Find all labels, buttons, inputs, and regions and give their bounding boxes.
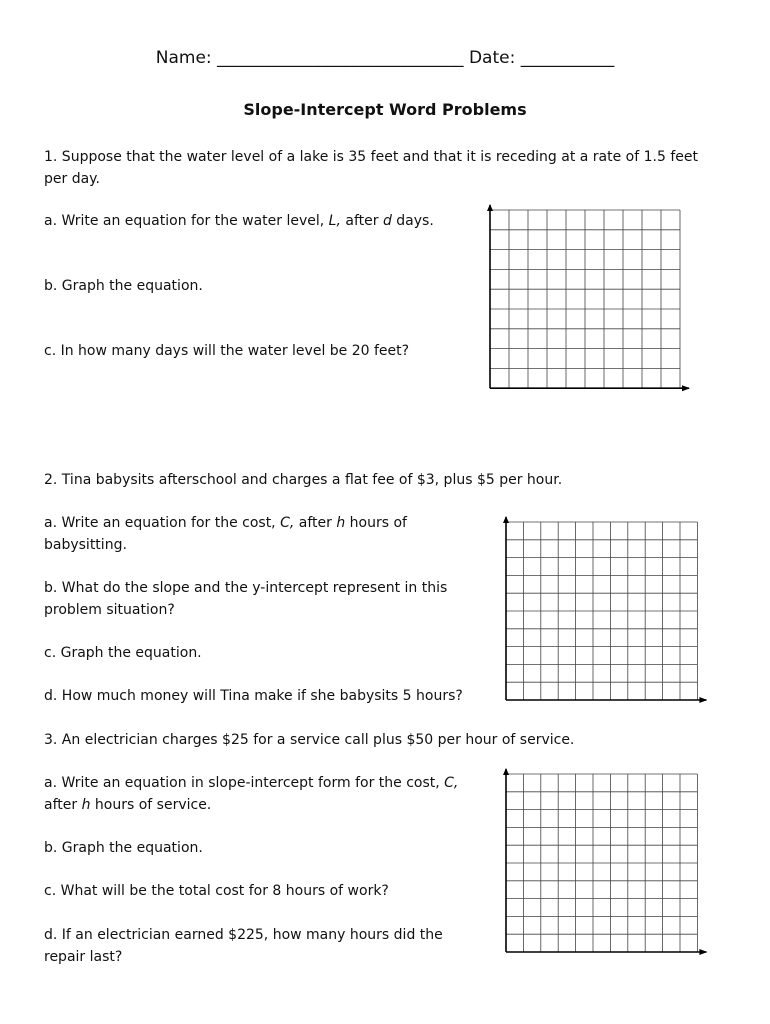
problem-2-prompt: 2. Tina babysits afterschool and charges a flat fee of $3, plus $5 per hour.: [44, 472, 563, 488]
problem-2-part-a: a. Write an equation for the cost, C, after h hours of babysitting.: [44, 515, 407, 553]
date-blank: ___________: [520, 48, 615, 68]
y-axis-arrow-icon: [487, 204, 493, 211]
name-blank: _____________________________: [217, 48, 464, 68]
problem-2-part-c: c. Graph the equation.: [44, 645, 202, 661]
name-label: Name:: [155, 48, 212, 68]
problem-3-prompt: 3. An electrician charges $25 for a service call plus $50 per hour of service.: [44, 732, 575, 748]
problem-1-part-c: c. In how many days will the water level be 20 feet?: [44, 343, 410, 359]
problem-1-prompt: 1. Suppose that the water level of a lake is 35 feet and that it is receding at a rate of 1.5 feet per day.: [44, 149, 698, 187]
graph-grid-problem-1[interactable]: [484, 204, 690, 394]
graph-grid-problem-3[interactable]: [500, 768, 707, 958]
x-axis-arrow-icon: [699, 697, 707, 703]
header-line: [0, 48, 770, 68]
grid-svg: [500, 768, 707, 958]
problem-2-part-b: b. What do the slope and the y-intercept represent in this problem situation?: [44, 580, 448, 618]
problem-1-part-a: a. Write an equation for the water level, L, after d days.: [44, 213, 434, 229]
problem-1-part-b: b. Graph the equation.: [44, 278, 203, 294]
page-title: Slope-Intercept Word Problems: [243, 100, 527, 119]
problem-2-part-d: d. How much money will Tina make if she babysits 5 hours?: [44, 688, 463, 704]
problem-3-part-d: d. If an electrician earned $225, how many hours did the repair last?: [44, 927, 443, 965]
x-axis-arrow-icon: [699, 949, 707, 955]
grid-svg: [484, 204, 690, 394]
graph-grid-problem-2[interactable]: [500, 516, 707, 706]
y-axis-arrow-icon: [503, 768, 509, 775]
problem-3-part-b: b. Graph the equation.: [44, 840, 203, 856]
problem-3-part-a: a. Write an equation in slope-intercept form for the cost, C, after h hours of service.: [44, 775, 459, 813]
grid-svg: [500, 516, 707, 706]
problem-3-part-c: c. What will be the total cost for 8 hours of work?: [44, 883, 389, 899]
x-axis-arrow-icon: [682, 385, 690, 391]
date-label: Date:: [468, 48, 516, 68]
y-axis-arrow-icon: [503, 516, 509, 523]
